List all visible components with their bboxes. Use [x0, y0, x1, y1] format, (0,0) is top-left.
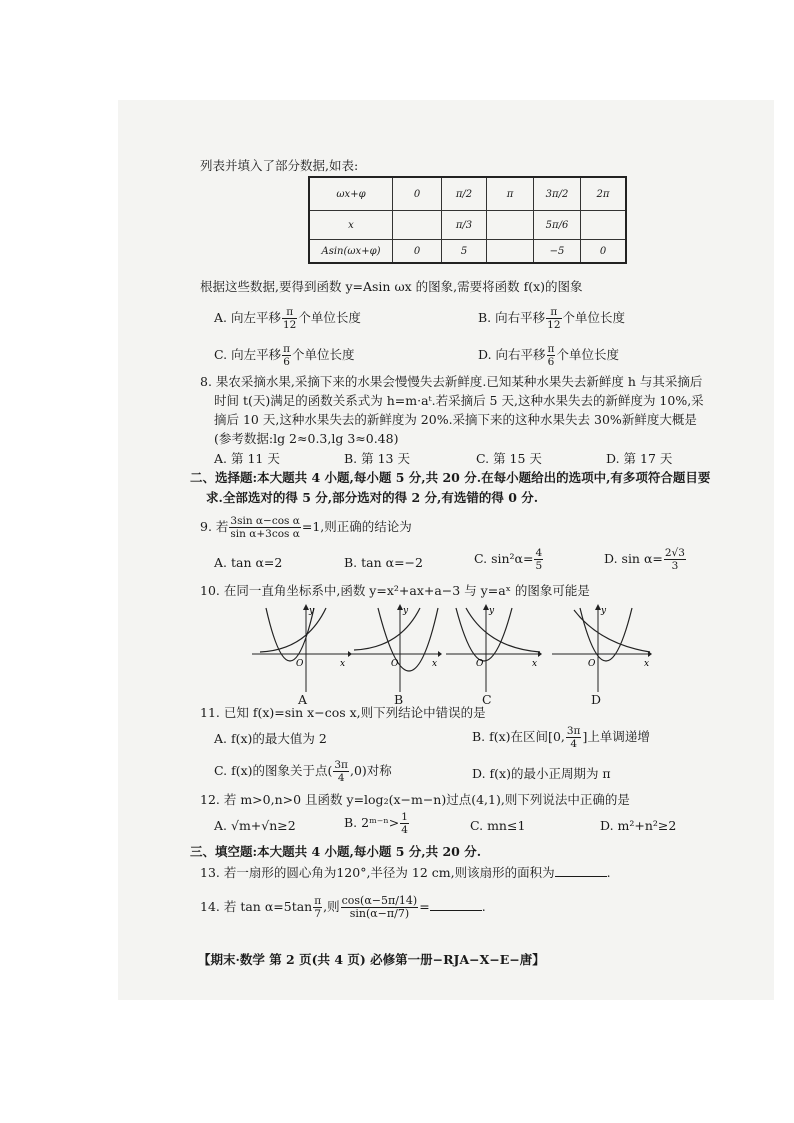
origin-label: O: [391, 659, 399, 669]
axis-y-label: y: [601, 606, 607, 616]
table-cell: [487, 240, 534, 264]
value-table: [308, 176, 627, 264]
q8-reference: (参考数据:lg 2≈0.3,lg 3≈0.48): [214, 431, 399, 446]
q11-stem: 11. 已知 f(x)=sin x−cos x,则下列结论中错误的是: [200, 705, 486, 720]
q7-option-a: A. 向左平移 $\frac{\pi}{12}$ 个单位长度: [214, 306, 361, 331]
axis-x-label: x: [532, 659, 538, 669]
q12-option-c: C. mn≤1: [470, 818, 526, 833]
origin-label: O: [588, 659, 596, 669]
graph-label-b: B: [394, 692, 404, 707]
table-cell: [393, 211, 442, 240]
table-cell: 0: [393, 177, 442, 211]
q11-option-d: D. f(x)的最小正周期为 π: [472, 766, 611, 781]
table-head: Asin(ωx+φ): [309, 240, 393, 264]
q9-stem: 9. 若 $\frac{\text{3sin α−cos α}}{\text{sin α+3cos α}}$ =1,则正确的结论为: [200, 515, 412, 540]
graph-label-d: D: [591, 692, 602, 707]
q8-line: 摘后 10 天,这种水果失去的新鲜度为 20%.采摘下来的这种水果失去 30%新鲜度大概是: [214, 412, 697, 427]
table-cell: π/3: [442, 211, 487, 240]
graph-a: [252, 604, 352, 692]
table-head: x: [309, 211, 393, 240]
table-cell: 5: [442, 240, 487, 264]
axis-y-label: y: [403, 606, 409, 616]
answer-blank[interactable]: [555, 864, 607, 877]
table-cell: [487, 211, 534, 240]
q11-option-a: A. f(x)的最大值为 2: [214, 731, 327, 746]
graph-label-c: C: [482, 692, 492, 707]
q12-option-b: B. 2ᵐ⁻ⁿ> $\frac{1}{4}$: [344, 811, 408, 836]
q8-line: 8. 果农采摘水果,采摘下来的水果会慢慢失去新鲜度.已知某种水果失去新鲜度 h 与其采摘后: [200, 374, 703, 389]
section-2-heading-cont: 求.全部选对的得 5 分,部分选对的得 2 分,有选错的得 0 分.: [206, 490, 539, 505]
axis-y-label: y: [489, 606, 495, 616]
q12-stem: 12. 若 m>0,n>0 且函数 y=log₂(x−m−n)过点(4,1),则下列说法中正确的是: [200, 792, 630, 807]
page-footer: 【期末·数学 第 2 页(共 4 页) 必修第一册−RJA−X−E−唐】: [198, 952, 545, 967]
q8-option-a: A. 第 11 天: [214, 451, 280, 466]
graph-c: [446, 604, 546, 692]
q7-option-c: C. 向左平移 $\frac{\pi}{6}$ 个单位长度: [214, 343, 355, 368]
q14: 14. 若 tan α=5tan $\frac{\pi}{7}$ ,则 $\frac{\cos(\alpha-5\pi/14)}{\sin(\alpha-\pi/7)}$ = .: [200, 894, 486, 920]
q10-stem: 10. 在同一直角坐标系中,函数 y=x²+ax+a−3 与 y=aˣ 的图象可能是: [200, 583, 590, 598]
table-row: [309, 211, 626, 240]
table-cell: 2π: [581, 177, 627, 211]
q9-option-d: D. sin α= $\frac{2√3}{3}$: [604, 547, 685, 572]
answer-blank[interactable]: [430, 898, 482, 911]
q8-line: 时间 t(天)满足的函数关系式为 h=m·aᵗ.若采摘后 5 天,这种水果失去的新鲜度为 10%,采: [214, 393, 704, 408]
table-row: [309, 177, 626, 211]
table-row: [309, 240, 626, 264]
q9-option-a: A. tan α=2: [214, 555, 283, 570]
q8-option-d: D. 第 17 天: [606, 451, 673, 466]
graph-label-a: A: [298, 692, 308, 707]
axis-y-label: y: [309, 606, 315, 616]
table-cell: 0: [393, 240, 442, 264]
q11-option-c: C. f(x)的图象关于点( $\frac{3\pi}{4}$ ,0)对称: [214, 759, 392, 784]
table-cell: π: [487, 177, 534, 211]
section-3-heading: 三、填空题:本大题共 4 小题,每小题 5 分,共 20 分.: [190, 844, 482, 859]
q8-option-b: B. 第 13 天: [344, 451, 410, 466]
q11-option-b: B. f(x)在区间[0, $\frac{3\pi}{4}$ ]上单调递增: [472, 725, 650, 750]
q12-option-d: D. m²+n²≥2: [600, 818, 677, 833]
q12-option-a: A. √m+√n≥2: [214, 818, 296, 833]
table-intro: 列表并填入了部分数据,如表:: [200, 158, 359, 173]
graph-d: [552, 604, 656, 692]
q7-option-b: B. 向右平移 $\frac{\pi}{12}$ 个单位长度: [478, 306, 626, 331]
table-cell: 3π/2: [534, 177, 581, 211]
axis-x-label: x: [340, 659, 346, 669]
table-head: ωx+φ: [309, 177, 393, 211]
table-cell: −5: [534, 240, 581, 264]
graph-b: [350, 604, 446, 692]
q7-stem: 根据这些数据,要得到函数 y=Asin ωx 的图象,需要将函数 f(x)的图象: [200, 279, 583, 294]
table-cell: π/2: [442, 177, 487, 211]
table-cell: [581, 211, 627, 240]
table-cell: 0: [581, 240, 627, 264]
section-2-heading: 二、选择题:本大题共 4 小题,每小题 5 分,共 20 分.在每小题给出的选项中,有多项符合题目要: [190, 470, 711, 485]
origin-label: O: [476, 659, 484, 669]
table-cell: 5π/6: [534, 211, 581, 240]
axis-x-label: x: [644, 659, 650, 669]
q7-option-d: D. 向右平移 $\frac{\pi}{6}$ 个单位长度: [478, 343, 619, 368]
origin-label: O: [296, 659, 304, 669]
q13: 13. 若一扇形的圆心角为120°,半径为 12 cm,则该扇形的面积为 .: [200, 865, 611, 880]
q8-option-c: C. 第 15 天: [476, 451, 542, 466]
q9-option-c: C. sin²α= $\frac{4}{5}$: [474, 547, 543, 572]
axis-x-label: x: [432, 659, 438, 669]
q9-option-b: B. tan α=−2: [344, 555, 423, 570]
